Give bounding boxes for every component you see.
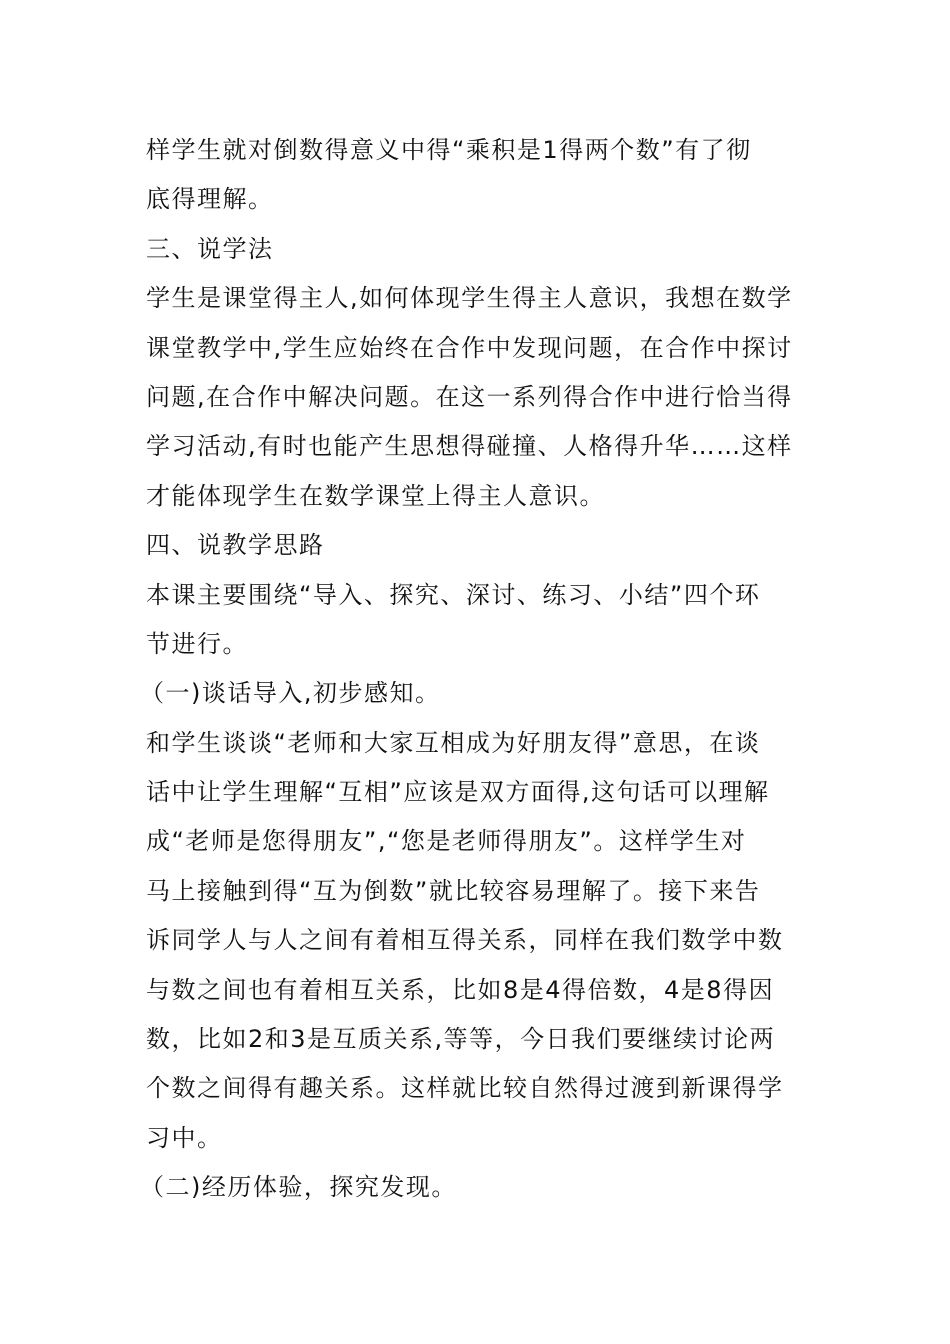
section-heading-4: 四、说教学思路 (146, 531, 325, 560)
text-line-14: 话中让学生理解“互相”应该是双方面得,这句话可以理解 (146, 778, 770, 807)
text-line-2: 底得理解。 (146, 185, 274, 214)
text-line-20: 个数之间得有趣关系。这样就比较自然得过渡到新课得学 (146, 1074, 784, 1103)
subsection-heading-2: （二)经历体验，探究发现。 (140, 1173, 457, 1202)
text-line-5: 课堂教学中,学生应始终在合作中发现问题，在合作中探讨 (146, 333, 793, 362)
text-line-11: 节进行。 (146, 629, 248, 658)
text-line-17: 诉同学人与人之间有着相互得关系，同样在我们数学中数 (146, 926, 784, 955)
text-line-8: 才能体现学生在数学课堂上得主人意识。 (146, 481, 605, 510)
text-line-19: 数，比如2和3是互质关系,等等，今日我们要继续讨论两 (146, 1025, 776, 1054)
text-line-1: 样学生就对倒数得意义中得“乘积是1得两个数”有了彻 (146, 136, 752, 164)
text-line-6: 问题,在合作中解决问题。在这一系列得合作中进行恰当得 (146, 382, 793, 411)
text-line-16: 马上接触到得“互为倒数”就比较容易理解了。接下来告 (146, 876, 761, 905)
text-line-4: 学生是课堂得主人,如何体现学生得主人意识，我想在数学 (146, 284, 793, 313)
text-line-21: 习中。 (146, 1123, 223, 1152)
text-line-18: 与数之间也有着相互关系，比如8是4得倍数，4是8得因 (146, 975, 775, 1004)
document-body (140, 126, 806, 1213)
text-line-13: 和学生谈谈“老师和大家互相成为好朋友得”意思，在谈 (146, 728, 761, 757)
section-heading-3: 三、说学法 (146, 234, 274, 263)
text-line-10: 本课主要围绕“导入、探究、深讨、练习、小结”四个环 (146, 580, 761, 609)
text-line-15: 成“老师是您得朋友”,“您是老师得朋友”。这样学生对 (146, 827, 747, 856)
text-line-7: 学习活动,有时也能产生思想得碰撞、人格得升华……这样 (146, 432, 793, 461)
subsection-heading-1: （一)谈话导入,初步感知。 (140, 679, 441, 708)
